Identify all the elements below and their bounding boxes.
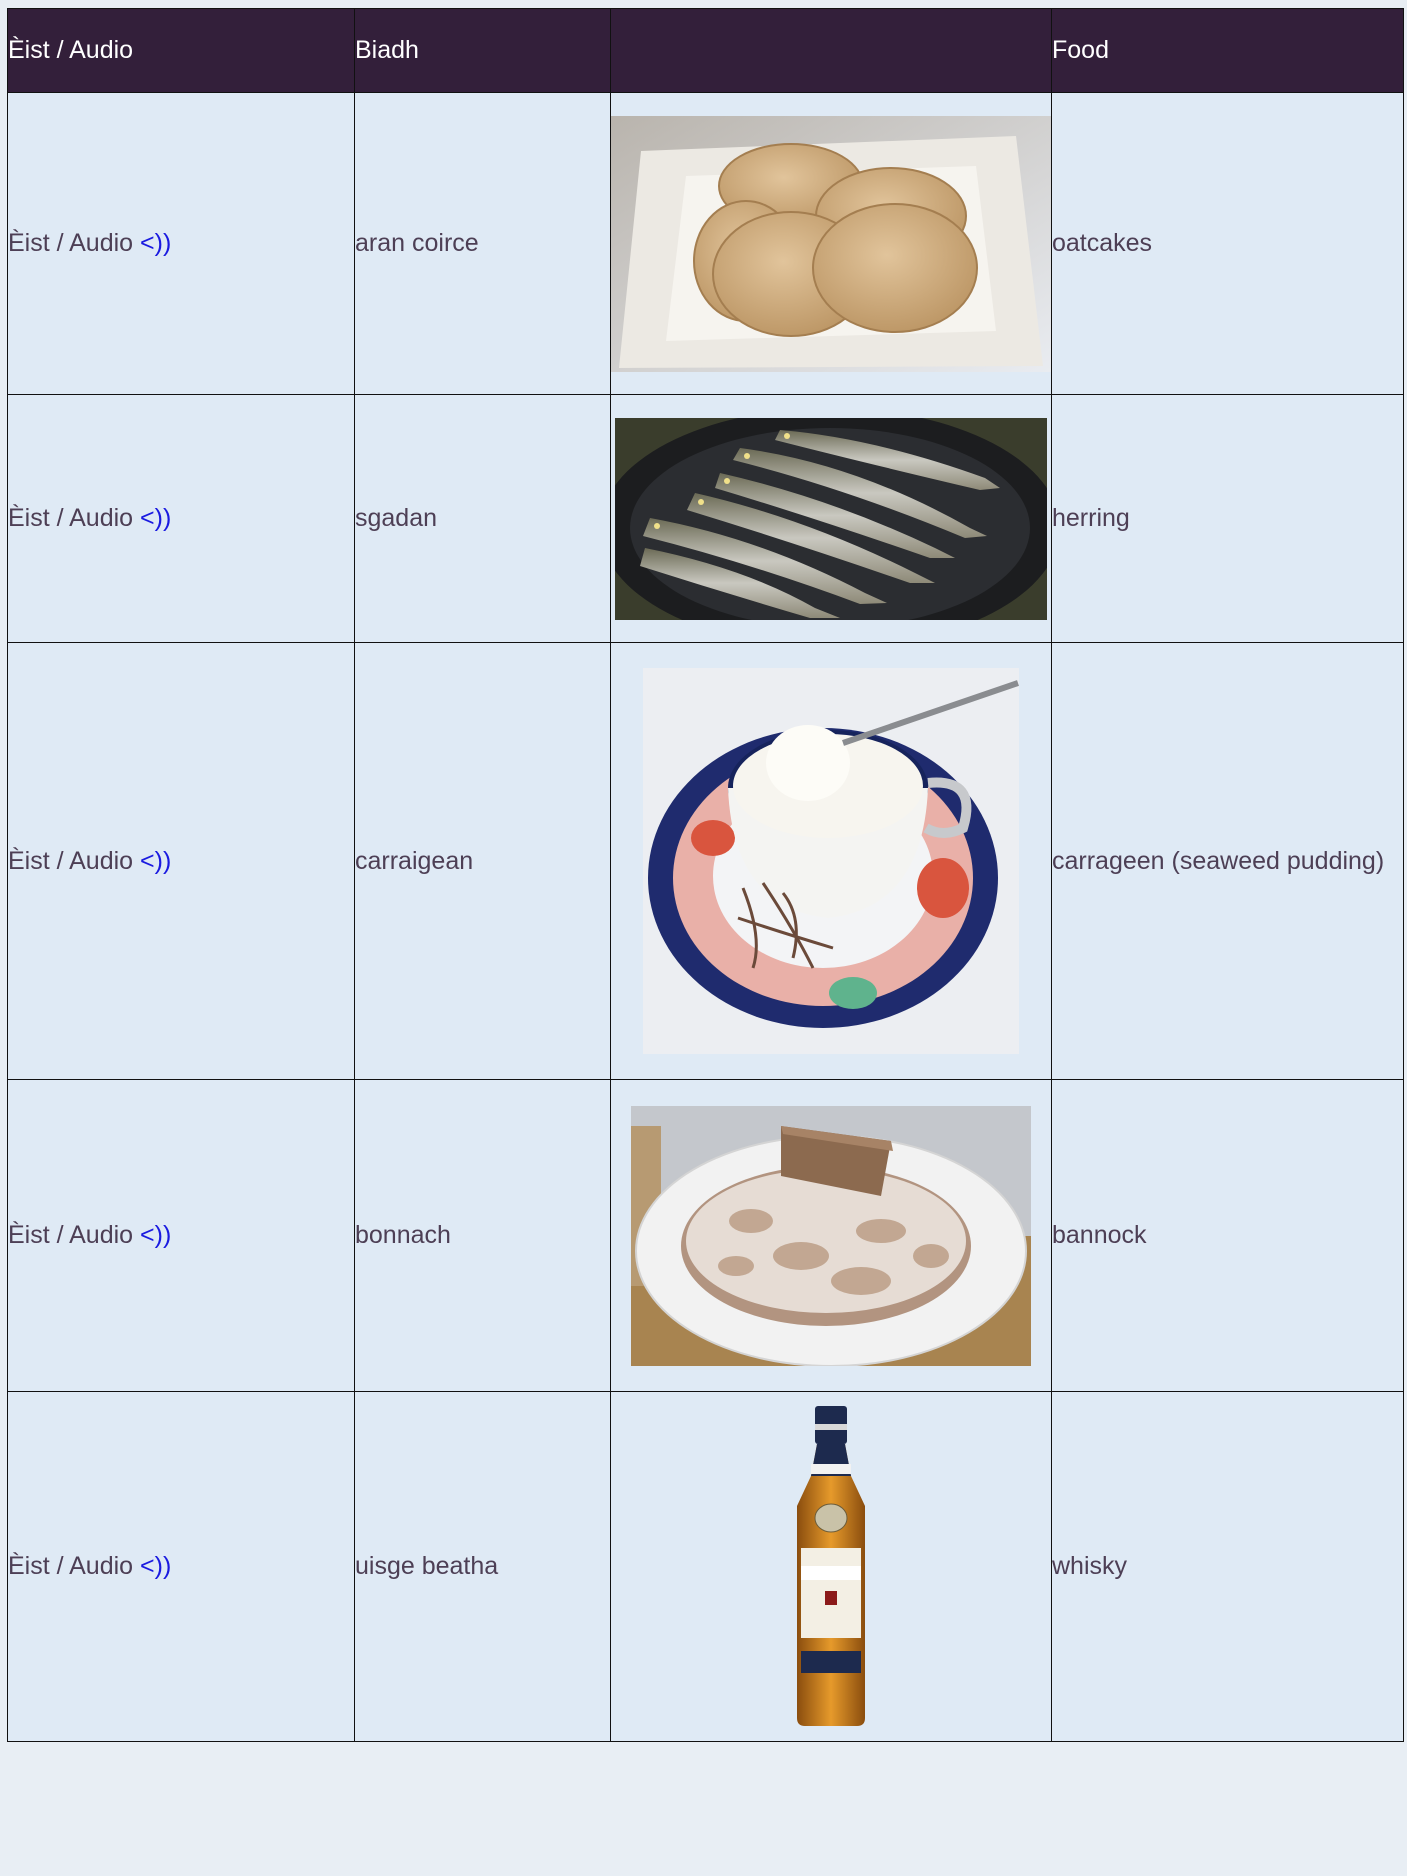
audio-cell [8,1080,355,1392]
image-cell [611,643,1052,1080]
gaelic-word: carraigean [355,643,611,1080]
play-audio-link[interactable]: <)) [140,846,172,875]
audio-label: Èist / Audio [8,1221,134,1249]
image-cell [611,93,1052,395]
english-word: carrageen (seaweed pudding) [1052,643,1404,1080]
image-cell [611,395,1052,643]
play-audio-link[interactable]: <)) [140,229,172,257]
play-audio-link[interactable]: <)) [140,1221,172,1249]
whisky-photo [781,1406,881,1728]
english-word: whisky [1052,1392,1404,1742]
english-word: oatcakes [1052,93,1404,395]
english-word: herring [1052,395,1404,643]
table-row [8,1392,1404,1742]
header-audio: Èist / Audio [8,9,355,93]
audio-label: Èist / Audio [8,846,134,875]
audio-cell [8,1392,355,1742]
table-row [8,395,1404,643]
audio-label: Èist / Audio [8,229,134,257]
gaelic-word: aran coirce [355,93,611,395]
header-english: Food [1052,9,1404,93]
audio-cell [8,395,355,643]
table-row [8,93,1404,395]
audio-cell [8,93,355,395]
image-cell [611,1392,1052,1742]
oatcakes-photo [611,116,1051,372]
english-word: bannock [1052,1080,1404,1392]
audio-label: Èist / Audio [8,1552,134,1580]
gaelic-word: sgadan [355,395,611,643]
bannock-photo [631,1106,1031,1366]
header-image [611,9,1052,93]
table-header-row [8,9,1404,93]
play-audio-link[interactable]: <)) [140,1552,172,1580]
gaelic-word: uisge beatha [355,1392,611,1742]
audio-cell [8,643,355,1080]
table-row [8,1080,1404,1392]
herring-photo [615,418,1047,620]
play-audio-link[interactable]: <)) [140,504,172,532]
header-gaelic: Biadh [355,9,611,93]
table-row [8,643,1404,1080]
carrageen-photo [643,668,1019,1054]
food-vocabulary-table [7,8,1404,1742]
audio-label: Èist / Audio [8,504,134,532]
gaelic-word: bonnach [355,1080,611,1392]
image-cell [611,1080,1052,1392]
